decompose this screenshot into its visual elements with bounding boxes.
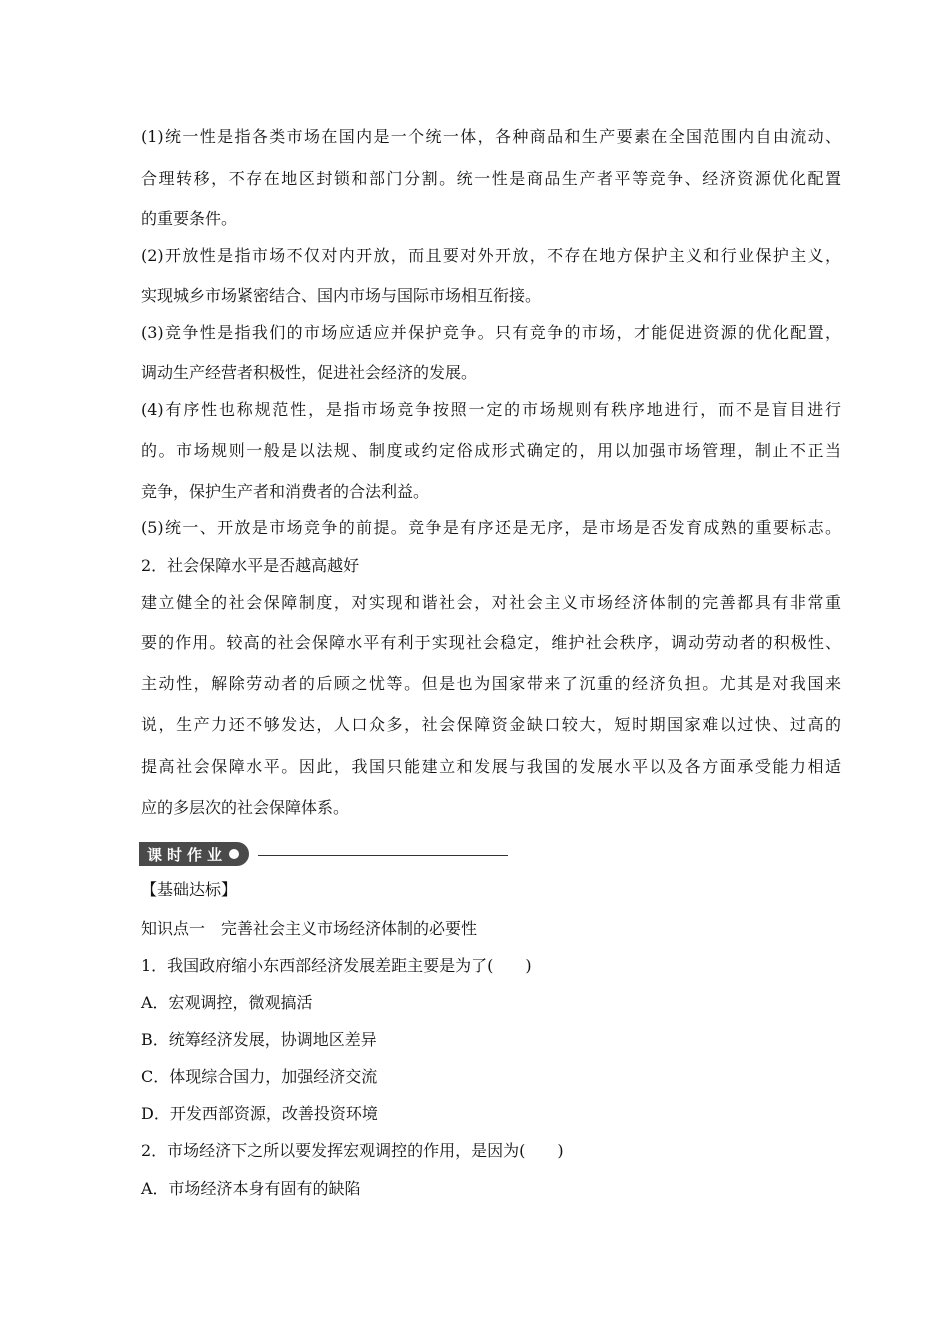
- option-b: B．统筹经济发展，协调地区差异: [141, 1030, 377, 1049]
- paragraph-line: (1)统一性是指各类市场在国内是一个统一体，各种商品和生产要素在全国范围内自由流动、: [141, 127, 841, 146]
- option-a: A．市场经济本身有固有的缺陷: [141, 1179, 361, 1198]
- paragraph-line: 合理转移，不存在地区封锁和部门分割。统一性是商品生产者平等竞争、经济资源优化配置: [141, 169, 841, 188]
- homework-banner: [139, 842, 249, 866]
- section-label: 【基础达标】: [141, 880, 238, 899]
- question-2: 2．市场经济下之所以要发挥宏观调控的作用，是因为( ): [141, 1141, 564, 1160]
- section-heading: 2．社会保障水平是否越高越好: [141, 556, 360, 575]
- topic-heading: 知识点一 完善社会主义市场经济体制的必要性: [141, 919, 478, 938]
- banner-label: 课时作业: [147, 845, 228, 864]
- option-d: D．开发西部资源，改善投资环境: [141, 1104, 378, 1123]
- paragraph-line: 建立健全的社会保障制度，对实现和谐社会，对社会主义市场经济体制的完善都具有非常重: [141, 593, 841, 612]
- paragraph-line: (3)竞争性是指我们的市场应适应并保护竞争。只有竞争的市场，才能促进资源的优化配置，: [141, 323, 841, 342]
- paragraph-line: 调动生产经营者积极性，促进社会经济的发展。: [141, 363, 478, 382]
- paragraph-line: 提高社会保障水平。因此，我国只能建立和发展与我国的发展水平以及各方面承受能力相适: [141, 757, 841, 776]
- paragraph-line: 应的多层次的社会保障体系。: [141, 798, 350, 817]
- question-1: 1．我国政府缩小东西部经济发展差距主要是为了( ): [141, 956, 532, 975]
- option-a: A．宏观调控，微观搞活: [141, 993, 313, 1012]
- paragraph-line: 的重要条件。: [141, 209, 238, 228]
- paragraph-line: 实现城乡市场紧密结合、国内市场与国际市场相互衔接。: [141, 286, 542, 305]
- paragraph-line: (4)有序性也称规范性，是指市场竞争按照一定的市场规则有秩序地进行，而不是盲目进行: [141, 400, 841, 419]
- paragraph-line: 说，生产力还不够发达，人口众多，社会保障资金缺口较大，短时期国家难以过快、过高的: [141, 715, 841, 734]
- option-c: C．体现综合国力，加强经济交流: [141, 1067, 378, 1086]
- banner-divider: [258, 855, 508, 856]
- paragraph-line: (2)开放性是指市场不仅对内开放，而且要对外开放，不存在地方保护主义和行业保护主义，: [141, 246, 841, 265]
- paragraph-line: 的。市场规则一般是以法规、制度或约定俗成形式确定的，用以加强市场管理，制止不正当: [141, 441, 841, 460]
- paragraph-line: 主动性，解除劳动者的后顾之忧等。但是也为国家带来了沉重的经济负担。尤其是对我国来: [141, 674, 841, 693]
- banner-label-box: [139, 842, 249, 866]
- dot-icon: [229, 849, 239, 859]
- paragraph-line: 要的作用。较高的社会保障水平有利于实现社会稳定，维护社会秩序，调动劳动者的积极性、: [141, 633, 841, 652]
- paragraph-line: 竞争，保护生产者和消费者的合法利益。: [141, 482, 430, 501]
- paragraph-line: (5)统一、开放是市场竞争的前提。竞争是有序还是无序，是市场是否发育成熟的重要标志。: [141, 518, 841, 537]
